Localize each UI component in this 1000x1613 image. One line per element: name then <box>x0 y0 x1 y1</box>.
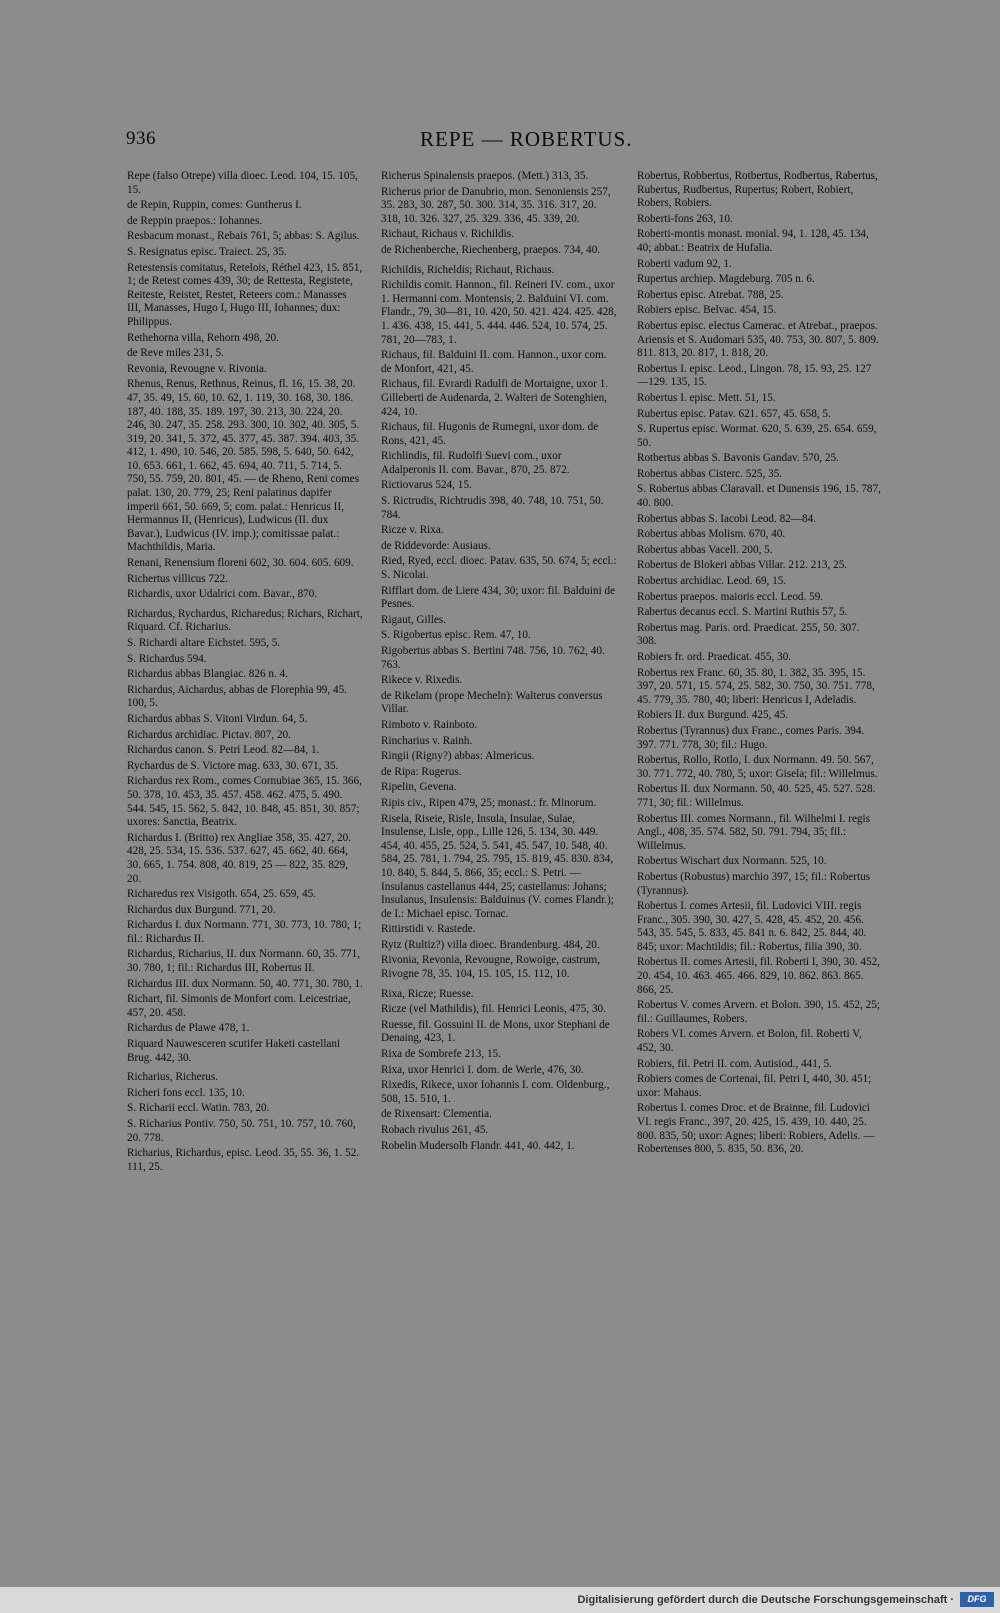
index-entry: Rubertus episc. Patav. 621. 657, 45. 658, 5. <box>637 407 831 420</box>
running-title: REPE — ROBERTUS. <box>420 127 633 151</box>
index-entry: Robertus rex Franc. 60, 35. 80, 1. 382, 35. 395, 15. 397, 20. 571, 15. 574, 25. 582, 30. 750, 30. 751. 778, 45. 779, 35. 780, 40; liberi: Henricus I, Adeladis. <box>637 666 875 706</box>
index-entry: Robertus II. dux Normann. 50, 40. 525, 45. 527. 528. 771, 30; fil.: Willelmus. <box>637 783 876 809</box>
index-entry: de Rixensart: Clementia. <box>381 1108 492 1121</box>
index-entry: Ricze (vel Mathildis), fil. Henrici Leonis, 475, 30. <box>381 1003 606 1016</box>
index-entry: Richardus I. dux Normann. 771, 30. 773, 10. 780, 1; fil.: Richardus II. <box>127 919 362 945</box>
index-entry: Robertus I. episc. Leod., Lingon. 78, 15. 93, 25. 127—129. 135, 15. <box>637 362 872 389</box>
index-entry: Richerus prior de Danubrio, mon. Senoniensis 257, 35. 283, 30. 287, 50. 300. 314, 35. 316. 317, 20. 318, 10. 326. 327, 25. 329. 336, 45. 339, 20. <box>381 185 611 225</box>
index-entry: Rixa de Sombrefe 213, 15. <box>381 1048 501 1061</box>
index-entry: de Ripa: Rugerus. <box>381 765 462 778</box>
index-entry: S. Rupertus episc. Wormat. 620, 5. 639, 25. 654. 659, 50. <box>637 423 877 449</box>
index-column-1 <box>127 170 363 1176</box>
index-entry: Ripelin, Gevena. <box>381 781 457 794</box>
index-entry: Robertus praepos. maioris eccl. Leod. 59. <box>637 590 824 603</box>
index-entry: Robertus II. comes Artesii, fil. Roberti I, 390, 30. 452, 20. 454, 10. 463. 465. 466. 829, 10. 862. 863. 865. 866, 25. <box>637 956 880 996</box>
index-entry: S. Rigobertus episc. Rem. 47, 10. <box>381 629 531 642</box>
index-entry: Richardus abbas Blangiac. 826 n. 4. <box>127 668 288 681</box>
index-entry: Robelin Mudersolb Flandr. 441, 40. 442, 1. <box>381 1139 575 1152</box>
index-entry: Rychardus de S. Victore mag. 633, 30. 671, 35. <box>127 759 339 772</box>
index-entry: Richardus de Plawe 478, 1. <box>127 1022 250 1035</box>
index-entry: Rigaut, Gilles. <box>381 613 446 626</box>
index-entry: Richarius, Richardus, episc. Leod. 35, 55. 36, 1. 52. 111, 25. <box>127 1147 360 1173</box>
index-entry: de Richenberche, Riechenberg, praepos. 734, 40. <box>381 243 601 256</box>
index-entry: Resbacum monast., Rebais 761, 5; abbas: S. Agilus. <box>127 230 360 243</box>
index-entry: Rhenus, Renus, Rethnus, Reinus, fl. 16, 15. 38, 20. 47, 35. 49, 15. 60, 10. 62, 1. 119, 30. 168, 30. 186. 187, 40. 188, 35. 189. 197, 30. 213, 30. 224, 20. 246, 30. 247, 35. 258. 293. 300, 10. 302, 40. 305, 5. 319, 20. 341, 5. 372, 45. 377, 45. 387. 394. 403, 35. 412, 1. 490, 10. 546, 20. 585. 598, 5. 640, 50. 642, 10. 653. 661, 1. 662, 45. 694, 40. 711, 5. 714, 5. 750, 55. 759, 20. 801, 45. — de Rheno, Reni comes palat. 130, 20. 779, 25; Reni palatinus dapifer imperii 661, 50. 669, 5; com. palat.: Henricus II, Hermannus II, (Henricus), Ludwicus (II. dux Bavar.), Ludwicus (IV. imp.); comitissae palat.: Machthildis, Maria. <box>127 378 360 554</box>
index-entry: Ruesse, fil. Gossuini II. de Mons, uxor Stephani de Denaing, 423, 1. <box>381 1018 610 1045</box>
index-entry: Robertus I. comes Artesii, fil. Ludovici VIII. regis Franc., 305. 390, 30. 427, 5. 428, 45. 452, 20. 456. 543, 35. 545, 5. 833, 45. 841 n. 6. 842, 25. 844, 40. 845; uxor: Machtildis; fil.: Robertus, filia 390, 30. <box>637 900 867 953</box>
index-entry: Rivonia, Revonia, Revougne, Rowoige, castrum, Rivogne 78, 35. 104, 15. 105, 15. 112, 10. <box>381 954 601 981</box>
index-entry: de Riddevorde: Ausiaus. <box>381 539 491 552</box>
index-entry: Rifflart dom. de Liere 434, 30; uxor: fil. Balduini de Pesnes. <box>381 584 616 611</box>
index-entry: Robertus I. episc. Mett. 51, 15. <box>637 391 776 404</box>
index-entry: Richardus archidiac. Pictav. 807, 20. <box>127 728 291 741</box>
index-entry: Robertus de Blokeri abbas Villar. 212. 213, 25. <box>637 559 848 572</box>
index-entry: Richlindis, fil. Rudolfi Suevi com., uxor Adalperonis II. com. Bavar., 870, 25. 872. <box>381 450 570 476</box>
index-entry: Robertus episc. electus Camerac. et Atrebat., praepos. Ariensis et S. Audomari 535, 40. 753, 30. 807, 5. 809. 811. 813, 20. 817, 1. 818, 20. <box>637 319 879 360</box>
index-entry: Richertus villicus 722. <box>127 572 228 585</box>
index-entry: Robertus mag. Paris. ord. Praedicat. 255, 50. 307. 308. <box>637 621 860 648</box>
index-entry: Ripis civ., Ripen 479, 25; monast.: fr. Minorum. <box>381 796 597 809</box>
index-entry: Roberti-fons 263, 10. <box>637 212 733 225</box>
index-entry: S. Robertus abbas Claravall. et Dunensis 196, 15. 787, 40. 800. <box>637 483 881 510</box>
index-entry: Richardus abbas S. Vitoni Virdun. 64, 5. <box>127 712 308 725</box>
index-entry: S. Resignatus episc. Traiect. 25, 35. <box>127 245 287 258</box>
index-entry: Robiers fr. ord. Praedicat. 455, 30. <box>637 651 792 663</box>
index-entry: Robertus Wischart dux Normann. 525, 10. <box>637 855 827 868</box>
index-entry: Robertus abbas Vacell. 200, 5. <box>637 543 773 556</box>
index-entry: Robertus abbas Cisterc. 525, 35. <box>637 467 783 480</box>
index-entry: Rixedis, Rikece, uxor Iohannis I. com. Oldenburg., 508, 15. 510, 1. <box>381 1079 610 1105</box>
index-entry: Robiers comes de Cortenai, fil. Petri I, 440, 30. 451; uxor: Mahaus. <box>637 1073 872 1099</box>
index-entry: Robertus abbas Molism. 670, 40. <box>637 528 786 541</box>
index-entry: Rincharius v. Rainh. <box>381 734 473 747</box>
index-entry: Robertus episc. Atrebat. 788, 25. <box>637 288 784 301</box>
index-entry: Retestensis comitatus, Retelois, Réthel 423, 15. 851, 1; de Retest comes 439, 30; de Rettesta, Registete, Reiteste, Reistet, Restet, Reteers com.: Manasses III, Manasses, Hugo I, Hugo III, Iohannes; dux: Philippus. <box>127 261 363 328</box>
index-entry: Richardis, uxor Udalrici com. Bavar., 870. <box>127 588 318 601</box>
index-entry: Richaut, Richaus v. Richildis. <box>381 228 514 241</box>
index-entry: Rethehorna villa, Rehorn 498, 20. <box>127 331 279 344</box>
index-entry: Richart, fil. Simonis de Monfort com. Leicestriae, 457, 20. 458. <box>127 993 351 1019</box>
index-entry: Robach rivulus 261, 45. <box>381 1124 489 1136</box>
index-entry: Rittirstidi v. Rastede. <box>381 923 476 936</box>
index-entry: Roberti vadum 92, 1. <box>637 257 732 270</box>
index-entry: Richardus dux Burgund. 771, 20. <box>127 903 276 916</box>
index-entry: Richeri fons eccl. 135, 10. <box>127 1086 245 1099</box>
index-entry: Rabertus decanus eccl. S. Martini Ruthis 57, 5. <box>637 606 848 619</box>
index-entry: de Reppin praepos.: Iohannes. <box>127 214 263 227</box>
index-entry: Repe (falso Otrepe) villa dioec. Leod. 104, 15. 105, 15. <box>127 170 358 196</box>
index-entry: Rigobertus abbas S. Bertini 748. 756, 10. 762, 40. 763. <box>381 645 605 671</box>
index-entry: S. Rictrudis, Richtrudis 398, 40. 748, 10. 751, 50. 784. <box>381 495 604 521</box>
index-entry: de Rikelam (prope Mecheln): Walterus conversus Villar. <box>381 689 603 716</box>
index-entry: Robertus III. comes Normann., fil. Wilhelmi I. regis Angl., 408, 35. 574. 582, 50. 791. 794, 35; fil.: Willelmus. <box>637 812 870 852</box>
index-entry: Ried, Ryed, eccl. dioec. Patav. 635, 50. 674, 5; eccl.: S. Nicolai. <box>381 555 617 582</box>
index-entry: Robiers, fil. Petri II. com. Autisiod., 441, 5. <box>637 1057 832 1070</box>
index-entry: Richardus, Aichardus, abbas de Florephia 99, 45. 100, 5. <box>127 683 347 710</box>
index-entry: Robiers II. dux Burgund. 425, 45. <box>637 709 789 722</box>
index-entry: Richaus, fil. Hugonis de Rumegni, uxor dom. de Rons, 421, 45. <box>381 421 599 447</box>
index-entry: Roberti-montis monast. monial. 94, 1. 128, 45. 134, 40; abbat.: Beatrix de Hufalia. <box>637 228 869 254</box>
index-entry: Richarius, Richerus. <box>127 1071 219 1084</box>
index-column-3 <box>637 170 881 1159</box>
index-entry: Robertus archidiac. Leod. 69, 15. <box>637 575 787 588</box>
index-entry: Richardus canon. S. Petri Leod. 82—84, 1. <box>127 744 320 757</box>
page-number: 936 <box>126 128 156 149</box>
index-entry: Robertus (Tyrannus) dux Franc., comes Paris. 394. 397. 771. 778, 30; fil.: Hugo. <box>637 724 865 751</box>
index-entry: Rupertus archiep. Magdeburg. 705 n. 6. <box>637 273 815 286</box>
index-entry: Risela, Riseie, Risle, Insula, Insulae, Sulae, Insulense, Lisle, opp., Lille 126, 5. 134, 30. 449. 454, 40. 455, 25. 524, 5. 541, 45. 547, 10. 548, 40. 584, 25. 781, 1. 794, 25. 795, 15. 819, 45. 830. 834, 10. 840, 5. 844, 5. 866, 35; eccl.: S. Petri. — Insulanus castellanus 444, 25; castellanus: Johans; Insulanus, Insulensis: Balduinus (V. comes Flandr.); de I.: Michael episc. Tornac. <box>381 812 614 920</box>
index-entry: Richardus, Rychardus, Richaredus; Richars, Richart, Riquard. Cf. Richarius. <box>127 607 363 634</box>
index-entry: de Reve miles 231, 5. <box>127 347 224 360</box>
index-entry: Richildis comit. Hannon., fil. Reineri IV. com., uxor 1. Hermanni com. Montensis, 2. Balduini VI. com. Flandr., 79, 30—81, 10. 420, 50. 421. 424. 425. 428, 1. 436. 438, 15. 441, 5. 444. 446. 524, 10. 574, 25. 781, 20—783, 1. <box>381 279 617 346</box>
index-entry: Robertus I. comes Droc. et de Brainne, fil. Ludovici VI. regis Franc., 397, 20. 425, 15. 439, 10. 440, 25. 800. 835, 50; uxor: Agnes; liberi: Robiers, Adelis. — Robertenses 800, 5. 835, 50. 836, 20. <box>637 1102 875 1156</box>
index-entry: S. Richardus 594. <box>127 652 207 665</box>
index-entry: Richerus Spinalensis praepos. (Mett.) 313, 35. <box>381 170 589 182</box>
index-entry: Richaus, fil. Balduini II. com. Hannon., uxor com. de Monfort, 421, 45. <box>381 349 607 375</box>
index-entry: Robertus abbas S. Iacobi Leod. 82—84. <box>637 512 816 525</box>
index-entry: Robiers episc. Belvac. 454, 15. <box>637 304 777 317</box>
index-entry: S. Richarii eccl. Watin. 783, 20. <box>127 1102 270 1115</box>
index-entry: Robertus, Rollo, Rotlo, I. dux Normann. 49. 50. 567, 30. 771. 772, 40. 780, 5; uxor: Gisela; fil.: Willelmus. <box>637 754 878 780</box>
index-entry: Richardus, Richarius, II. dux Normann. 60, 35. 771, 30. 780, 1; fil.: Richardus III, Robertus II. <box>127 948 361 975</box>
index-entry: Revonia, Revougne v. Rivonia. <box>127 362 267 375</box>
index-entry: Ringii (Rigny?) abbas: Almericus. <box>381 750 535 763</box>
index-entry: Renani, Renensium floreni 602, 30. 604. 605. 609. <box>127 557 354 570</box>
index-entry: Rimboto v. Rainboto. <box>381 718 478 731</box>
index-entry: Robers VI. comes Arvern. et Bolon, fil. Roberti V, 452, 30. <box>637 1028 862 1055</box>
index-entry: Rikece v. Rixedis. <box>381 674 463 687</box>
index-entry: de Repin, Ruppin, comes: Guntherus I. <box>127 199 302 212</box>
index-entry: Rictiovarus 524, 15. <box>381 479 472 492</box>
index-entry: Rotbertus abbas S. Bavonis Gandav. 570, 25. <box>637 452 839 465</box>
index-entry: Richardus III. dux Normann. 50, 40. 771, 30. 780, 1. <box>127 977 363 990</box>
index-entry: S. Richardi altare Eichstet. 595, 5. <box>127 637 281 649</box>
index-entry: Richardus rex Rom., comes Cornubiae 365, 15. 366, 50. 378, 10. 453, 35. 457. 458. 462. 475, 5. 490. 544. 545, 15. 562, 5. 842, 10. 848, 45. 851, 30. 857; uxores: Sanctia, Beatrix. <box>127 775 362 829</box>
index-entry: Riquard Nauwesceren scutifer Haketi castellani Brug. 442, 30. <box>127 1038 341 1064</box>
index-entry: Richildis, Richeldis; Richaut, Richaus. <box>381 263 555 276</box>
index-entry: Robertus V. comes Arvern. et Bolon. 390, 15. 452, 25; fil.: Guillaumes, Robers. <box>637 999 880 1025</box>
index-entry: Robertus (Robustus) marchio 397, 15; fil.: Robertus (Tyrannus). <box>637 870 871 897</box>
index-entry: Rytz (Rultiz?) villa dioec. Brandenburg. 484, 20. <box>381 938 600 951</box>
index-entry: Rixa, Ricze; Ruesse. <box>381 987 474 1000</box>
dfg-logo: DFG <box>960 1592 994 1607</box>
index-entry: Ricze v. Rixa. <box>381 524 444 537</box>
footer-credit-text: Digitalisierung gefördert durch die Deutsche Forschungsgemeinschaft · <box>577 1594 954 1606</box>
index-column-2 <box>381 170 617 1155</box>
index-entry: Richardus I. (Britto) rex Angliae 358, 35. 427, 20. 428, 25. 534, 15. 536. 537. 627, 45. 662, 40. 664, 30. 665, 1. 754. 808, 40. 819, 25 — 822, 35. 829, 20. <box>127 831 352 885</box>
digitization-footer <box>0 1587 1000 1613</box>
index-entry: Richaus, fil. Evrardi Radulfi de Mortaigne, uxor 1. Gilleberti de Audenarda, 2. Walteri de Sotenghien, 424, 10. <box>381 378 609 418</box>
index-entry: Robertus, Robbertus, Rotbertus, Rodbertus, Rabertus, Rubertus, Rudbertus, Rupertus; Robert, Robiert, Robers, Robiers. <box>637 170 878 210</box>
index-entry: S. Richarius Pontiv. 750, 50. 751, 10. 757, 10. 760, 20. 778. <box>127 1118 356 1144</box>
index-entry: Rixa, uxor Henrici I. dom. de Werle, 476, 30. <box>381 1063 584 1076</box>
index-entry: Richaredus rex Visigoth. 654, 25. 659, 45. <box>127 888 316 901</box>
